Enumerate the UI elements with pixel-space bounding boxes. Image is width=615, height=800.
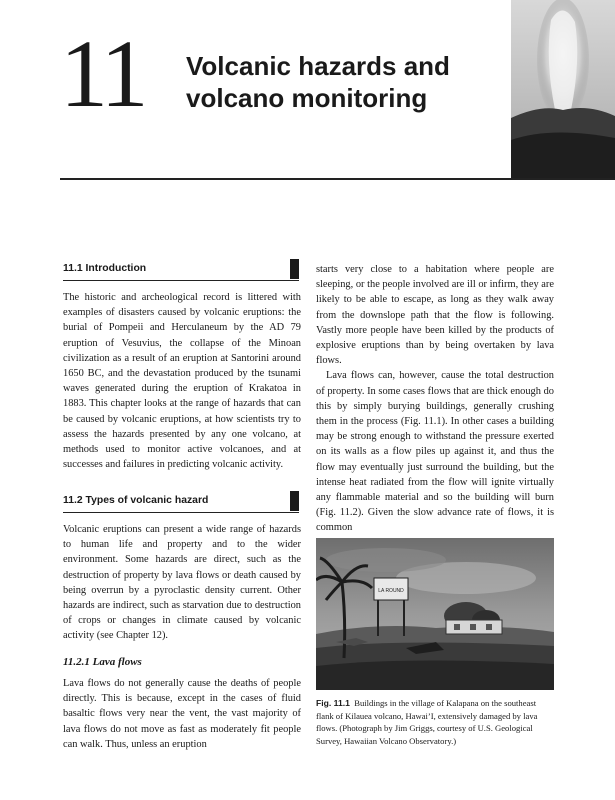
figure-caption-text: Buildings in the village of Kalapana on the southeast flank of Kilauea volcano, Hawai’I, extensively damaged by lava flows. (Photograph by Jim Griggs, courtesy of U.S. Geological Survey, Hawaiian Volcano Observatory.) (316, 698, 538, 746)
lava-paragraph (63, 676, 301, 752)
lava-paragraph-text: Lava flows do not generally cause the deaths of people directly. This is because, except in the cases of fluid basaltic flows very near the vent, the vast majority of lava flows do not move as fast as moderately fit people can walk. Thus, unless an eruption (63, 678, 301, 750)
figure-photo-image (316, 538, 554, 690)
figure-caption (316, 697, 554, 747)
chapter-number: 11 (60, 20, 145, 127)
section-heading-types (63, 494, 299, 513)
figure-photo (316, 538, 554, 690)
right-column-text (316, 262, 554, 536)
section-marker (290, 259, 299, 279)
right-paragraph-2: Lava flows can, however, cause the total destruction of property. In some cases flows that are thick enough do this by simply burying buildings, generally crushing them in the process (Fig. 11.1). In other cases a building may be strong enough to withstand the pressure exerted on its walls as a flow piles up against it, and thus the flow may eventually just surround the building, but the intense heat radiated from the flow will ignite virtually any flammable material and so the building will burn (Fig. 11.2). Given the slow advance rate of flows, it is common (316, 370, 554, 534)
section-heading-types-text: 11.2 Types of volcanic hazard (63, 495, 209, 506)
right-paragraph-1: starts very close to a habitation where people are sleeping, or the people involved are ill or infirm, they are likely to be able to escape, as long as they walk away from the downslope path that the flow is following. Vastly more people have been killed by the products of explosive eruptions than by being overtaken by lava flows. (316, 264, 554, 367)
intro-paragraph (63, 290, 301, 472)
types-paragraph (63, 522, 301, 644)
chapter-title (186, 50, 450, 114)
intro-paragraph-text: The historic and archeological record is littered with examples of disasters caused by volcanic eruptions: the burial of Pompeii and Herculaneum by the AD 79 eruption of Vesuvius, the collapse of the Minoan civilization as a result of an eruption at Santorini around 1650 BC, and the devastation produced by the tsunami waves generated during the eruption of Krakatoa in 1883. This chapter looks at the range of hazards that can be caused by volcanic eruptions, at how scientists try to assess the hazards presented by any one volcano, at methods used to monitor active volcanoes, and at successes and failures in predicting volcanic activity. (63, 292, 301, 471)
eruption-photo-image (511, 0, 615, 178)
subsection-heading-lava-flows: 11.2.1 Lava flows (63, 656, 142, 668)
section-heading-introduction-text: 11.1 Introduction (63, 263, 147, 274)
section-marker (290, 491, 299, 511)
chapter-title-line2: volcano monitoring (186, 83, 428, 113)
eruption-photo (511, 0, 615, 178)
header-rule (60, 178, 615, 180)
chapter-title-line1: Volcanic hazards and (186, 51, 450, 81)
types-paragraph-text: Volcanic eruptions can present a wide range of hazards to human life and property and to the wider environment. Some hazards are direct, such as the destruction of property by lava flows or death caused by being overrun by a pyroclastic density current. Other hazards are indirect, such as starvation due to destruction of crops or changes in climate caused by volcanic activity (see Chapter 12). (63, 524, 301, 642)
figure-label: Fig. 11.1 (316, 698, 350, 708)
sign-text: LA ROUND (378, 588, 404, 594)
section-heading-introduction (63, 262, 299, 281)
